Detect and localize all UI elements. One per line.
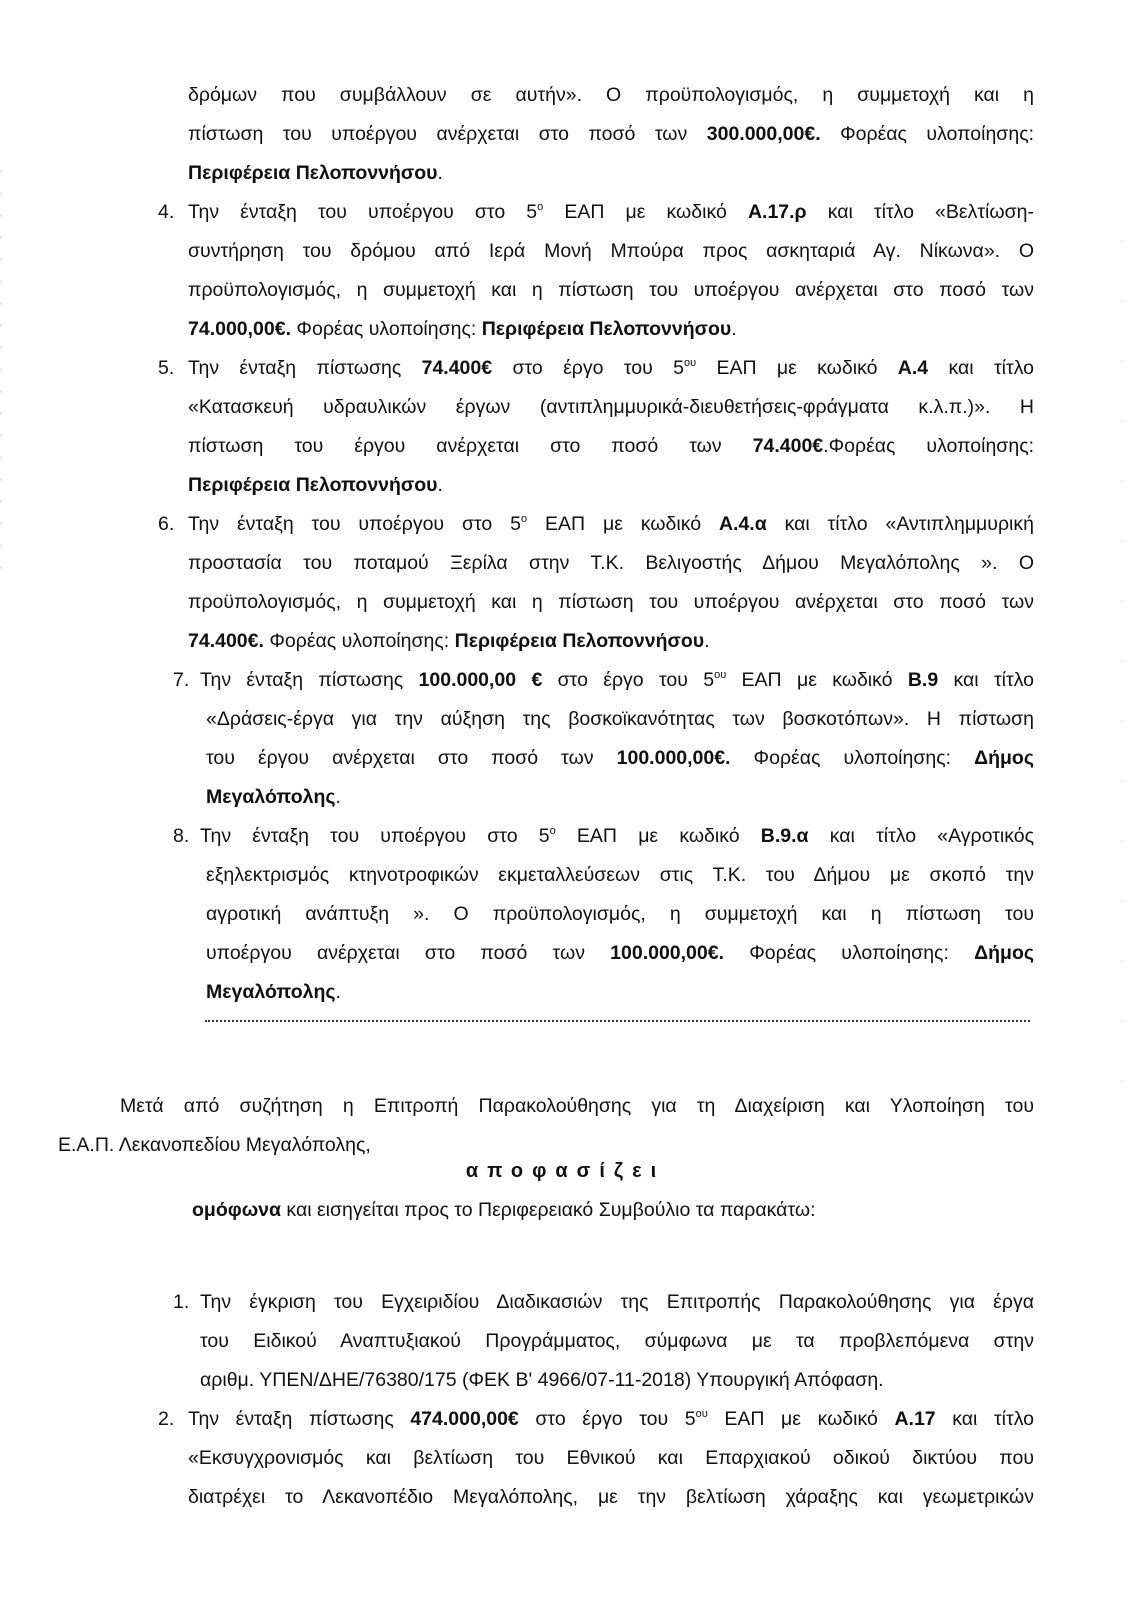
list-number: 8. — [173, 825, 190, 847]
list-item-line — [200, 667, 1034, 693]
text: Φορέας υλοποίησης: — [730, 747, 975, 769]
text: «Εκσυγχρονισμός και βελτίωση του Εθνικού και Επαρχιακού οδικού δικτύου που — [188, 1447, 1034, 1469]
implementing-body: Μεγαλόπολης — [206, 981, 336, 1003]
text: Φορέας υλοποίησης: — [724, 942, 975, 964]
list-item-line — [206, 745, 1034, 771]
amount: 100.000,00€. — [616, 747, 731, 769]
list-item-line — [188, 1445, 1034, 1471]
text: και τίτλο — [935, 1408, 1034, 1430]
list-item-line — [188, 238, 1034, 264]
project-code: Α.4.α — [718, 513, 767, 535]
text: εξηλεκτρισμός κτηνοτροφικών εκμεταλλεύσεων στις Τ.Κ. του Δήμου με σκοπό την — [206, 864, 1034, 886]
decision-line — [192, 1197, 816, 1223]
text: Φορέας υλοποίησης: — [263, 630, 455, 652]
list-number: 7. — [173, 669, 190, 691]
amount: 74.400€. — [188, 630, 264, 652]
list-item-line — [188, 277, 1034, 303]
list-item-line — [206, 979, 341, 1005]
text: .Φορέας υλοποίησης: — [823, 435, 1035, 457]
list-item-line — [188, 199, 1034, 225]
list-item-line — [206, 784, 341, 810]
paragraph-line — [188, 121, 1034, 147]
scan-edge-marks-right — [1121, 240, 1123, 1140]
list-item-line — [188, 316, 737, 342]
text: Την ένταξη του υποέργου στο 5 — [200, 825, 550, 847]
list-item-line — [206, 706, 1034, 732]
amount: 74.400€ — [421, 357, 493, 379]
amount: 100.000,00 € — [418, 669, 543, 691]
text: του Ειδικού Αναπτυξιακού Προγράμματος, σύμφωνα με τα προβλεπόμενα στην — [200, 1330, 1034, 1352]
list-item-line — [188, 628, 710, 654]
ordinal-suffix: ου — [714, 669, 727, 681]
project-code: Α.4 — [897, 357, 929, 379]
implementing-body: Δήμος — [974, 942, 1035, 964]
text: Την ένταξη πίστωσης — [188, 1408, 411, 1430]
text: ΕΑΠ με κωδικό — [555, 825, 761, 847]
amount: 474.000,00€ — [410, 1408, 519, 1430]
text: . — [335, 786, 341, 808]
text: δρόμων που συμβάλλουν σε αυτήν». Ο προϋπολογισμός, η συμμετοχή και η — [188, 84, 1034, 106]
implementing-body: Περιφέρεια Πελοποννήσου — [454, 630, 705, 652]
decision-heading: αποφασίζει — [465, 1160, 666, 1182]
text: Μετά από συζήτηση η Επιτροπή Παρακολούθησης για τη Διαχείριση και Υλοποίηση του — [120, 1095, 1034, 1117]
list-item-line — [188, 1406, 1034, 1432]
text: . — [731, 318, 737, 340]
text: Φορέας υλοποίησης: — [820, 123, 1035, 145]
text: διατρέχει το Λεκανοπέδιο Μεγαλόπολης, με την βελτίωση χάραξης και γεωμετρικών — [188, 1486, 1034, 1508]
list-item-line — [200, 823, 1034, 849]
text: Την έγκριση του Εγχειριδίου Διαδικασιών της Επιτροπής Παρακολούθησης για έργα — [200, 1291, 1034, 1313]
list-number: 5. — [158, 357, 175, 379]
list-number: 6. — [158, 513, 175, 535]
text: του έργου ανέρχεται στο ποσό των — [206, 747, 617, 769]
list-item-line — [206, 862, 1034, 888]
project-code: Β.9.α — [760, 825, 809, 847]
text: Την ένταξη του υποέργου στο 5 — [188, 513, 521, 535]
list-item-line — [188, 511, 1034, 537]
list-item-line — [188, 1484, 1034, 1510]
text: και εισηγείται προς το Περιφερειακό Συμβούλιο τα παρακάτω: — [281, 1199, 816, 1221]
ordinal-suffix: ο — [537, 201, 544, 213]
dotted-separator — [205, 1012, 1030, 1022]
text: στο έργο του 5 — [542, 669, 715, 691]
text: . — [437, 162, 443, 184]
text: Την ένταξη του υποέργου στο 5 — [188, 201, 538, 223]
text: προστασία του ποταμού Ξερίλα στην Τ.Κ. Βελιγοστής Δήμου Μεγαλόπολης ». Ο — [188, 552, 1034, 574]
list-item-line — [188, 394, 1034, 420]
implementing-body: Δήμος — [974, 747, 1034, 769]
text: . — [437, 474, 443, 496]
text: ΕΑΠ με κωδικό — [726, 669, 908, 691]
text: . — [704, 630, 710, 652]
text: Την ένταξη πίστωσης — [188, 357, 422, 379]
list-item-line — [200, 1367, 884, 1393]
paragraph-line — [58, 1132, 371, 1158]
amount: 74.400€ — [752, 435, 824, 457]
text: προϋπολογισμός, η συμμετοχή και η πίστωση του υποέργου ανέρχεται στο ποσό των — [188, 279, 1034, 301]
scan-edge-marks-left — [0, 170, 2, 570]
unanimous-label: ομόφωνα — [192, 1199, 282, 1221]
text: ΕΑΠ με κωδικό — [707, 1408, 895, 1430]
list-item-line — [188, 433, 1034, 459]
amount: 100.000,00€. — [610, 942, 725, 964]
list-item-line — [188, 472, 443, 498]
ordinal-suffix: ου — [695, 1408, 708, 1420]
text: και τίτλο «Αντιπλημμυρική — [766, 513, 1034, 535]
list-item-line — [200, 1328, 1034, 1354]
text: ΕΑΠ με κωδικό — [527, 513, 719, 535]
list-item-line — [188, 355, 1034, 381]
paragraph-line — [188, 82, 1034, 108]
text: και τίτλο «Αγροτικός — [808, 825, 1034, 847]
text: υποέργου ανέρχεται στο ποσό των — [206, 942, 611, 964]
text: «Δράσεις-έργα για την αύξηση της βοσκοϊκανότητας των βοσκοτόπων». Η πίστωση — [206, 708, 1034, 730]
list-item-line — [188, 589, 1034, 615]
text: και τίτλο — [928, 357, 1034, 379]
amount: 300.000,00€. — [706, 123, 821, 145]
implementing-body: Μεγαλόπολης — [206, 786, 336, 808]
text: πίστωση του έργου ανέρχεται στο ποσό των — [188, 435, 753, 457]
text: αγροτική ανάπτυξη ». Ο προϋπολογισμός, η συμμετοχή και η πίστωση του — [206, 903, 1034, 925]
text: ΕΑΠ με κωδικό — [543, 201, 748, 223]
text: Φορέας υλοποίησης: — [291, 318, 482, 340]
list-number: 2. — [158, 1408, 175, 1430]
implementing-body: Περιφέρεια Πελοποννήσου — [481, 318, 732, 340]
paragraph-line — [120, 1093, 1034, 1119]
list-item-line — [200, 1289, 1034, 1315]
text: στο έργο του 5 — [492, 357, 684, 379]
ordinal-suffix: ου — [683, 357, 697, 369]
ordinal-suffix: ο — [521, 513, 528, 525]
text: . — [335, 981, 341, 1003]
implementing-body: Περιφέρεια Πελοποννήσου — [188, 474, 438, 496]
text: και τίτλο — [938, 669, 1034, 691]
text: πίστωση του υποέργου ανέρχεται στο ποσό των — [188, 123, 707, 145]
text: και τίτλο «Βελτίωση- — [806, 201, 1034, 223]
text: προϋπολογισμός, η συμμετοχή και η πίστωση του υποέργου ανέρχεται στο ποσό των — [188, 591, 1034, 613]
paragraph-line — [188, 160, 443, 186]
list-item-line — [206, 940, 1034, 966]
list-number: 4. — [158, 201, 175, 223]
list-number: 1. — [173, 1291, 190, 1313]
list-item-line — [206, 901, 1034, 927]
project-code: Β.9 — [907, 669, 939, 691]
project-code: Α.17.ρ — [747, 201, 807, 223]
list-item-line — [188, 550, 1034, 576]
text: Την ένταξη πίστωσης — [200, 669, 419, 691]
text: ΕΑΠ με κωδικό — [696, 357, 898, 379]
text: Ε.Α.Π. Λεκανοπεδίου Μεγαλόπολης, — [58, 1134, 371, 1156]
text: αριθμ. ΥΠΕΝ/ΔΗΕ/76380/175 (ΦΕΚ Β' 4966/07-11-2018) Υπουργική Απόφαση. — [200, 1369, 884, 1391]
text: στο έργο του 5 — [518, 1408, 696, 1430]
project-code: Α.17 — [894, 1408, 936, 1430]
text: συντήρηση του δρόμου από Ιερά Μονή Μπούρα προς ασκηταριά Αγ. Νίκωνα». Ο — [188, 240, 1034, 262]
ordinal-suffix: ο — [549, 825, 556, 837]
implementing-body: Περιφέρεια Πελοποννήσου — [188, 162, 438, 184]
text: «Κατασκευή υδραυλικών έργων (αντιπλημμυρικά-διευθετήσεις-φράγματα κ.λ.π.)». Η — [188, 396, 1034, 418]
amount: 74.000,00€. — [188, 318, 292, 340]
